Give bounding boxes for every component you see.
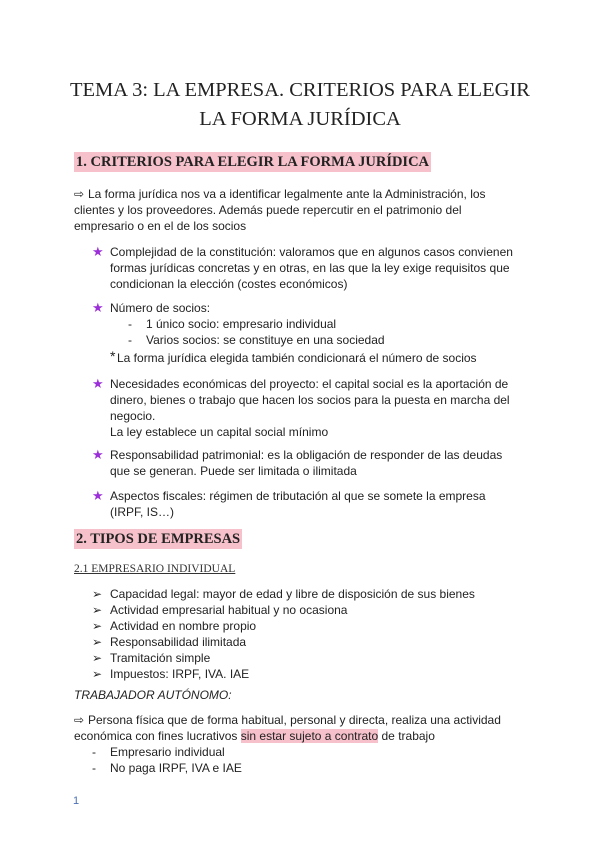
empresario-item-1: Capacidad legal: mayor de edad y libre de disposición de sus bienes bbox=[110, 587, 475, 601]
section-2-heading: 2. TIPOS DE EMPRESAS bbox=[76, 531, 241, 547]
criterio-necesidades-line-4: La ley establece un capital social mínimo bbox=[110, 425, 329, 439]
criterio-socios: Número de socios: bbox=[110, 301, 211, 315]
socios-subitem-2: Varios socios: se constituye en una sociedad bbox=[146, 333, 385, 347]
star-bullet-icon: ★ bbox=[92, 300, 104, 315]
dash-bullet: - bbox=[92, 745, 96, 759]
empresario-item-3: Actividad en nombre propio bbox=[110, 619, 257, 633]
arrow-icon: ⇨ bbox=[74, 713, 85, 727]
autonomo-item-1: Empresario individual bbox=[110, 745, 225, 759]
empresario-item-4: Responsabilidad ilimitada bbox=[110, 635, 247, 649]
star-bullet-icon: ★ bbox=[92, 488, 104, 503]
document-title-line-1: TEMA 3: LA EMPRESA. CRITERIOS PARA ELEGIR bbox=[70, 79, 530, 101]
intro-line-2: clientes y los proveedores. Además puede repercutir en el patrimonio del bbox=[74, 203, 462, 217]
arrow-icon: ⇨ bbox=[74, 187, 85, 201]
criterio-fiscales-line-2: (IRPF, IS…) bbox=[110, 505, 175, 519]
empresario-item-5: Tramitación simple bbox=[110, 651, 211, 665]
empresario-item-6: Impuestos: IRPF, IVA. IAE bbox=[110, 667, 250, 681]
criterio-necesidades-line-1: Necesidades económicas del proyecto: el capital social es la aportación de bbox=[110, 377, 509, 391]
arrowhead-bullet-icon: ➢ bbox=[92, 635, 103, 649]
criterio-responsabilidad-line-2: que se generan. Puede ser limitada o ilimitada bbox=[110, 464, 357, 478]
dash-bullet: - bbox=[128, 333, 132, 347]
arrowhead-bullet-icon: ➢ bbox=[92, 587, 103, 601]
criterio-necesidades-line-2: dinero, bienes o trabajo que hacen los socios para la puesta en marcha del bbox=[110, 393, 510, 407]
note-asterisk: * bbox=[110, 348, 116, 364]
highlighted-text: sin estar sujeto a contrato bbox=[240, 729, 379, 743]
star-bullet-icon: ★ bbox=[92, 447, 104, 462]
section-1-heading: 1. CRITERIOS PARA ELEGIR LA FORMA JURÍDICA bbox=[76, 154, 430, 170]
dash-bullet: - bbox=[92, 761, 96, 775]
socios-note: La forma jurídica elegida también condicionará el número de socios bbox=[117, 351, 477, 365]
intro-line-1: La forma jurídica nos va a identificar legalmente ante la Administración, los bbox=[88, 187, 486, 201]
criterio-fiscales-line-1: Aspectos fiscales: régimen de tributación al que se somete la empresa bbox=[110, 489, 486, 503]
criterio-necesidades-line-3: negocio. bbox=[110, 409, 156, 423]
subsection-2-1-heading: 2.1 EMPRESARIO INDIVIDUAL bbox=[74, 563, 236, 575]
arrowhead-bullet-icon: ➢ bbox=[92, 667, 103, 681]
autonomo-definition-line-2 bbox=[74, 728, 435, 744]
autonomo-definition-line-1: Persona física que de forma habitual, personal y directa, realiza una actividad bbox=[88, 713, 501, 727]
arrowhead-bullet-icon: ➢ bbox=[92, 619, 103, 633]
empresario-item-2: Actividad empresarial habitual y no ocasiona bbox=[110, 603, 348, 617]
criterio-responsabilidad-line-1: Responsabilidad patrimonial: es la obligación de responder de las deudas bbox=[110, 448, 503, 462]
criterio-complejidad-line-3: condicionan la elección (costes económicos) bbox=[110, 277, 348, 291]
dash-bullet: - bbox=[128, 317, 132, 331]
intro-line-3: empresario o en el de los socios bbox=[74, 219, 247, 233]
arrowhead-bullet-icon: ➢ bbox=[92, 603, 103, 617]
autonomo-heading: TRABAJADOR AUTÓNOMO: bbox=[74, 688, 232, 702]
arrowhead-bullet-icon: ➢ bbox=[92, 651, 103, 665]
page-number: 1 bbox=[73, 795, 80, 807]
socios-subitem-1: 1 único socio: empresario individual bbox=[146, 317, 337, 331]
document-title-line-2: LA FORMA JURÍDICA bbox=[199, 108, 401, 130]
autonomo-line-2-pre: económica con fines lucrativos bbox=[74, 729, 241, 743]
star-bullet-icon: ★ bbox=[92, 244, 104, 259]
autonomo-line-2-post: de trabajo bbox=[378, 729, 435, 743]
criterio-complejidad-line-1: Complejidad de la constitución: valoramos que en algunos casos convienen bbox=[110, 245, 513, 259]
autonomo-item-2: No paga IRPF, IVA e IAE bbox=[110, 761, 242, 775]
criterio-complejidad-line-2: formas jurídicas concretas y en otras, en las que la ley exige requisitos que bbox=[110, 261, 510, 275]
star-bullet-icon: ★ bbox=[92, 376, 104, 391]
